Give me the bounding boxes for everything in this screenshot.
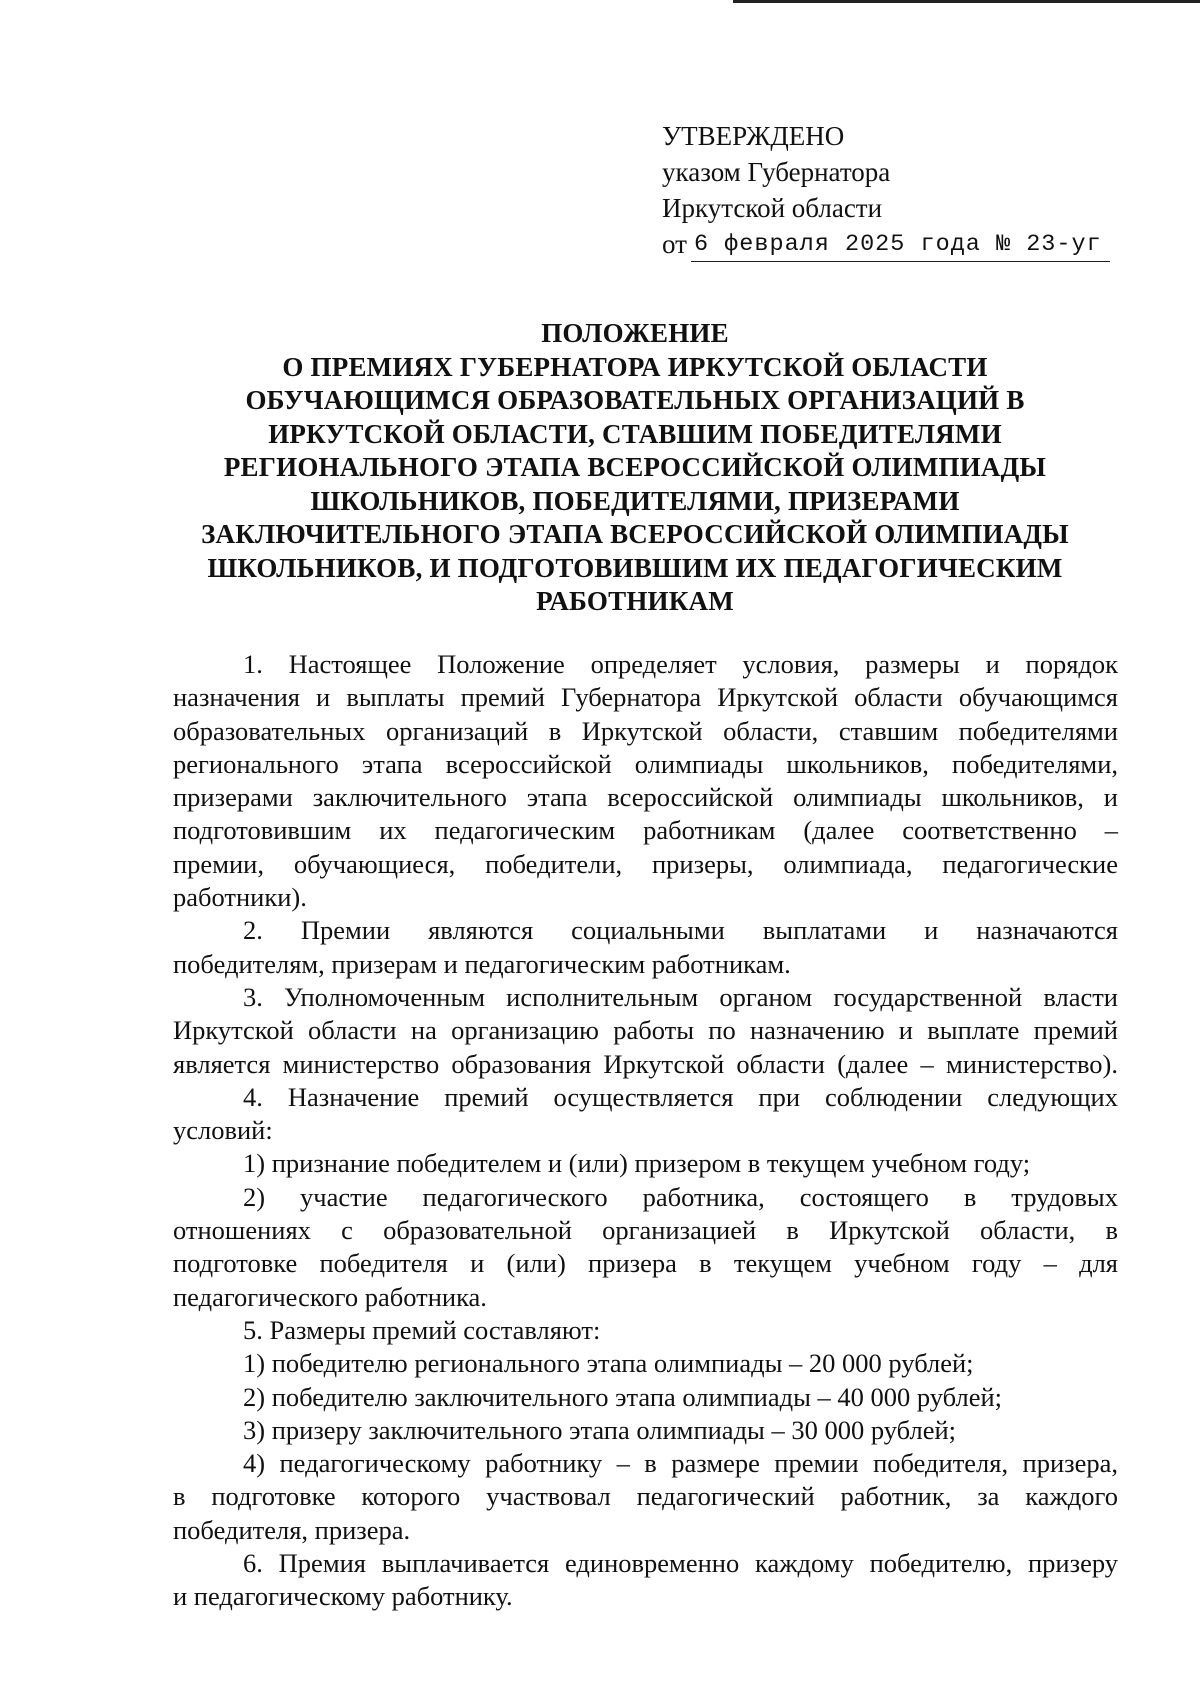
title-line: О ПРЕМИЯХ ГУБЕРНАТОРА ИРКУТСКОЙ ОБЛАСТИ	[282, 351, 988, 382]
body-line: педагогического работника.	[173, 1281, 487, 1312]
title-line: ПОЛОЖЕНИЕ	[541, 318, 729, 348]
body-line: образовательных организаций в Иркутской области, ставшим победителями	[173, 715, 1118, 746]
title-line: РАБОТНИКАМ	[536, 586, 734, 616]
title-line: ЗАКЛЮЧИТЕЛЬНОГО ЭТАПА ВСЕРОССИЙСКОЙ ОЛИМПИАДЫ	[201, 519, 1069, 549]
title-line: ШКОЛЬНИКОВ, И ПОДГОТОВИВШИМ ИХ ПЕДАГОГИЧЕСКИМ	[207, 552, 1063, 583]
body-line: 1. Настоящее Положение определяет условия, размеры и порядок	[243, 649, 1118, 679]
body-line: 4) педагогическому работнику – в размере премии победителя, призера,	[243, 1448, 1118, 1479]
body-line: подготовке победителя и (или) призера в текущем учебном году – для	[173, 1248, 1118, 1279]
body-line: работники).	[173, 882, 307, 913]
body-line: 1) победителю регионального этапа олимпиады – 20 000 рублей;	[243, 1348, 974, 1379]
top-edge-rule	[733, 0, 1200, 3]
approval-region: Иркутской области	[662, 193, 883, 223]
body-line: победителям, призерам и педагогическим работникам.	[173, 948, 791, 979]
body-line: 5. Размеры премий составляют:	[243, 1314, 601, 1345]
body-line: 2) победителю заключительного этапа олимпиады – 40 000 рублей;	[243, 1381, 1003, 1412]
approval-decree: указом Губернатора	[662, 157, 891, 187]
document-title	[150, 317, 1120, 619]
approval-date-value: 6 февраля 2025 года № 23-уг	[691, 231, 1110, 262]
title-line: ШКОЛЬНИКОВ, ПОБЕДИТЕЛЯМИ, ПРИЗЕРАМИ	[310, 485, 960, 516]
body-line: 1) признание победителем и (или) призером в текущем учебном году;	[243, 1148, 1031, 1179]
approval-date-line	[662, 226, 1142, 262]
body-line: премии, обучающиеся, победители, призеры, олимпиада, педагогические	[173, 848, 1118, 879]
body-line: победителя, призера.	[173, 1514, 411, 1545]
title-line: ИРКУТСКОЙ ОБЛАСТИ, СТАВШИМ ПОБЕДИТЕЛЯМИ	[268, 418, 1002, 449]
body-line: и педагогическому работнику.	[173, 1581, 513, 1612]
body-line: Иркутской области на организацию работы по назначению и выплате премий	[173, 1015, 1118, 1046]
body-line: 4. Назначение премий осуществляется при соблюдении следующих	[243, 1081, 1118, 1112]
body-line: 6. Премия выплачивается единовременно каждому победителю, призеру	[243, 1548, 1118, 1579]
body-line: отношениях с образовательной организацией в Иркутской области, в	[173, 1215, 1118, 1246]
body-line: является министерство образования Иркутской области (далее – министерство).	[173, 1048, 1118, 1079]
body-line: назначения и выплаты премий Губернатора Иркутской области обучающимся	[173, 682, 1118, 713]
body-line: условий:	[173, 1115, 273, 1146]
body-line: 3) призеру заключительного этапа олимпиады – 30 000 рублей;	[243, 1414, 957, 1445]
body-line: 2) участие педагогического работника, состоящего в трудовых	[243, 1181, 1118, 1212]
body-line: регионального этапа всероссийской олимпиады школьников, победителями,	[173, 748, 1118, 779]
body-line: 3. Уполномоченным исполнительным органом государственной власти	[243, 981, 1118, 1012]
body-line: призерами заключительного этапа всероссийской олимпиады школьников, и	[173, 782, 1118, 813]
approval-stamp: УТВЕРЖДЕНО	[662, 121, 845, 151]
title-line: РЕГИОНАЛЬНОГО ЭТАПА ВСЕРОССИЙСКОЙ ОЛИМПИАДЫ	[223, 452, 1047, 482]
body-line: 2. Премии являются социальными выплатами и назначаются	[243, 915, 1118, 946]
document-body	[173, 648, 1118, 1614]
body-line: в подготовке которого участвовал педагогический работник, за каждого	[173, 1481, 1118, 1512]
title-line: ОБУЧАЮЩИМСЯ ОБРАЗОВАТЕЛЬНЫХ ОРГАНИЗАЦИЙ В	[245, 385, 1025, 415]
approval-block	[662, 118, 1142, 262]
approval-date-prefix: от	[662, 229, 687, 259]
body-line: подготовившим их педагогическим работникам (далее соответственно –	[173, 815, 1118, 846]
